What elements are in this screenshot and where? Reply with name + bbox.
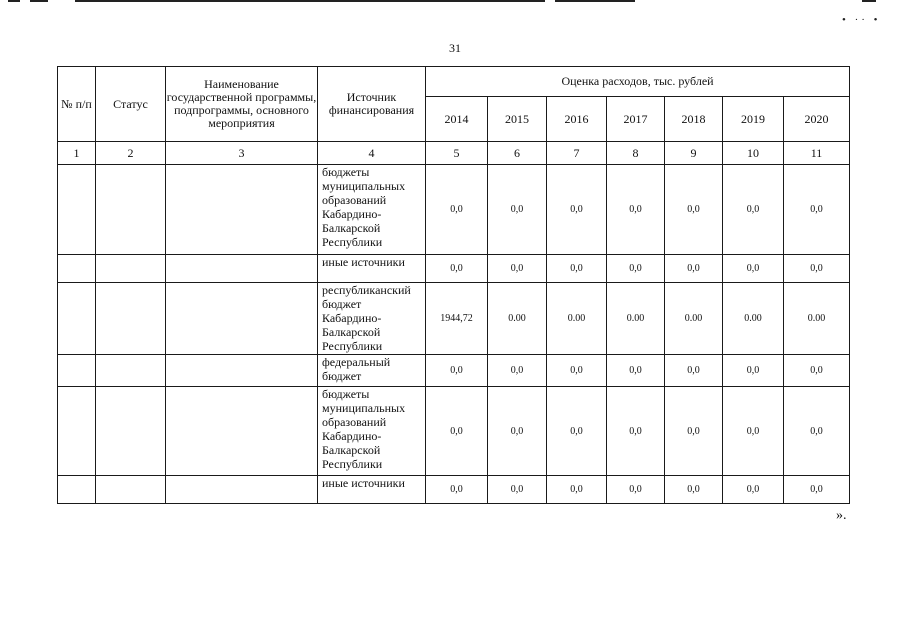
value-cell: 0,0 [665,255,723,283]
empty-cell [58,476,96,504]
value-cell: 0,0 [547,165,607,255]
table-row [58,165,850,255]
column-number: 4 [318,142,426,165]
empty-cell [58,283,96,355]
header-program-name: Наименование государственной программы, подпрограммы, основного мероприятия [166,67,318,142]
empty-cell [166,387,318,476]
value-cell: 0,0 [723,165,784,255]
funding-source-cell: иные источники [318,476,426,504]
value-cell: 0,0 [607,165,665,255]
year-header: 2014 [426,97,488,142]
year-header: 2016 [547,97,607,142]
value-cell: 0,0 [607,355,665,387]
table-row [58,255,850,283]
closing-quote-mark: ». [836,508,847,523]
value-cell: 0,0 [488,255,547,283]
empty-cell [166,355,318,387]
empty-cell [58,355,96,387]
funding-source-cell: федеральный бюджет [318,355,426,387]
funding-source-cell: бюджеты муниципальных образований Кабардино-Балкарской Республики [318,387,426,476]
value-cell: 0,0 [665,476,723,504]
empty-cell [166,476,318,504]
table-row [58,283,850,355]
value-cell: 0.00 [665,283,723,355]
funding-source-cell: бюджеты муниципальных образований Кабардино-Балкарской Республики [318,165,426,255]
scan-top-edge [0,0,905,6]
column-number: 6 [488,142,547,165]
column-number: 5 [426,142,488,165]
value-cell: 0,0 [723,255,784,283]
value-cell: 0,0 [426,355,488,387]
value-cell: 0,0 [607,476,665,504]
column-number: 8 [607,142,665,165]
value-cell: 0,0 [665,355,723,387]
corner-marks: • ·· • [842,14,881,26]
value-cell: 0,0 [784,355,850,387]
value-cell: 0,0 [723,355,784,387]
column-number: 10 [723,142,784,165]
empty-cell [166,165,318,255]
column-number: 1 [58,142,96,165]
year-header: 2019 [723,97,784,142]
empty-cell [58,255,96,283]
header-status: Статус [96,67,166,142]
column-number: 3 [166,142,318,165]
empty-cell [96,476,166,504]
value-cell: 1944,72 [426,283,488,355]
value-cell: 0,0 [723,476,784,504]
column-number: 11 [784,142,850,165]
value-cell: 0.00 [547,283,607,355]
empty-cell [58,165,96,255]
budget-table [57,66,850,504]
value-cell: 0,0 [665,165,723,255]
page-number: 31 [449,41,461,55]
value-cell: 0,0 [784,165,850,255]
value-cell: 0,0 [784,387,850,476]
value-cell: 0,0 [607,255,665,283]
header-number: № п/п [58,67,96,142]
value-cell: 0,0 [665,387,723,476]
column-number-row [58,142,850,165]
empty-cell [96,165,166,255]
value-cell: 0,0 [426,255,488,283]
value-cell: 0,0 [784,255,850,283]
table-row [58,476,850,504]
year-header: 2015 [488,97,547,142]
empty-cell [58,387,96,476]
value-cell: 0,0 [547,255,607,283]
value-cell: 0.00 [784,283,850,355]
empty-cell [96,355,166,387]
value-cell: 0,0 [488,165,547,255]
column-number: 9 [665,142,723,165]
header-cost-estimate: Оценка расходов, тыс. рублей [426,67,850,97]
value-cell: 0.00 [607,283,665,355]
year-header: 2018 [665,97,723,142]
value-cell: 0,0 [488,476,547,504]
funding-source-cell: иные источники [318,255,426,283]
year-header: 2020 [784,97,850,142]
empty-cell [96,255,166,283]
value-cell: 0,0 [547,476,607,504]
value-cell: 0,0 [426,387,488,476]
empty-cell [96,283,166,355]
value-cell: 0,0 [426,165,488,255]
empty-cell [166,255,318,283]
value-cell: 0,0 [547,355,607,387]
year-header: 2017 [607,97,665,142]
value-cell: 0,0 [607,387,665,476]
value-cell: 0,0 [784,476,850,504]
value-cell: 0,0 [488,355,547,387]
funding-source-cell: республиканский бюджет Кабардино-Балкарской Республики [318,283,426,355]
table-row [58,355,850,387]
value-cell: 0,0 [488,387,547,476]
value-cell: 0,0 [426,476,488,504]
value-cell: 0,0 [547,387,607,476]
column-number: 2 [96,142,166,165]
column-number: 7 [547,142,607,165]
value-cell: 0.00 [723,283,784,355]
value-cell: 0.00 [488,283,547,355]
empty-cell [166,283,318,355]
table-row [58,387,850,476]
value-cell: 0,0 [723,387,784,476]
empty-cell [96,387,166,476]
header-funding-source: Источник финансирования [318,67,426,142]
